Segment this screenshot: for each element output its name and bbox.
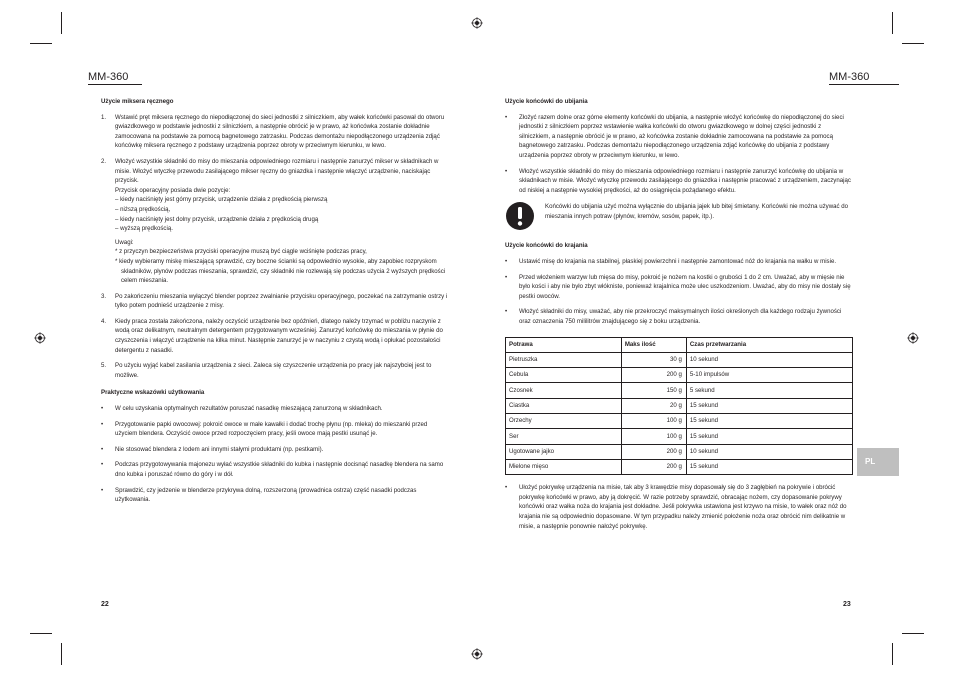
warning-box: [505, 201, 853, 231]
list-item-text: Kiedy praca została zakończona, należy oczyścić urządzenie bez opóźnień, dlatego należy trzymać w pobliżu naczynie z wodą oraz delikatnym, neutralnym detergentem przygotowanym wcześniej. Zanurzyć końcówkę do mieszania w płynie do czyszczenia i włączyć urządzenie na kilka minut. Następnie zanurzyć je w naczyniu z czystą wodą i opłukać pozostałości detergentu z nasadki.: [115, 317, 443, 354]
heading-whisk: Użycie końcówki do ubijania: [505, 98, 588, 105]
bullet-marker: •: [505, 167, 508, 175]
table-row: [506, 368, 853, 383]
heading-practical-tips: Praktyczne wskazówki użytkowania: [101, 389, 205, 397]
table-cell: 100 g: [621, 429, 686, 444]
crop-mark: [902, 43, 924, 44]
table-cell: 5-10 impulsów: [686, 368, 852, 383]
table-row: [506, 352, 853, 367]
table-cell: 200 g: [621, 368, 686, 383]
table-cell: Ser: [506, 429, 622, 444]
note-line: * z przyczyn bezpieczeństwa przyciski operacyjne muszą być ciągle wciśnięte podczas pracy,: [115, 248, 367, 256]
table-cell: 100 g: [621, 413, 686, 428]
list-item-line: – kiedy naciśnięty jest górny przycisk, urządzenie działa z prędkością pierwszą: [115, 196, 328, 204]
note-title: Uwagi:: [115, 238, 134, 246]
table-row: [506, 459, 853, 474]
list-item-text: Złożyć razem dolne oraz górne elementy końcówki do ubijania, a następnie włożyć końcówkę do niepodłączonej do sieci jednostki z silniczkiem poprzez wstawienie wałka końcówki do otworu gwiazdkowego w dolnej części jednostki z silniczkiem, a następnie obrócić je w prawo, aż końcówka zostanie dokładnie zamocowana na podstawie za pomocą bagnetowego zatrzasku. Podczas demontażu niepodłączonego urządzenia zdjąć końcówkę do ubijania z podstawy urządzenia poprzez obroty w przeciwnym kierunku, w lewo.: [519, 113, 844, 159]
list-item: [505, 167, 853, 196]
list-item-text: Ułożyć pokrywkę urządzenia na misie, tak aby 3 krawędzie misy dopasowały się do 3 zagłębień na pokrywie i obrócić pokrywkę końcówki w prawo, aby ją dokręcić. W razie potrzeby sprawdzić, obracając nożem, czy dopasowanie pokrywy końcówki oraz wałka noża do krajania jest dokładne. Jeśli pokrywka ustawiona jest krzywo na misie, to wałek oraz nóż do krajania nie są odpowiednio dopasowane. W tym przypadku należy zmienić położenie noża oraz obrócić nim delikatnie w misie, a następnie ponownie nałożyć pokrywkę.: [519, 484, 847, 530]
table-cell: 15 sekund: [686, 413, 852, 428]
list-item-text: Sprawdzić, czy jedzenie w blenderze przykrywa dolną, rozszerzoną (prowadnica ostrza) część nasadki podczas użytkowania.: [115, 486, 417, 504]
list-item-text: Wstawić pręt miksera ręcznego do niepodłączonej do sieci jednostki z silniczkiem, aby wałek końcówki pasował do otworu gwiazdkowego w podstawie jednostki z silniczkiem, a następnie obrócić je w prawo, aż końcówka zostanie dokładnie zamocowana na podstawie za pomocą bagnetowego zatrzasku. Podczas demontażu niepodłączonego urządzenia zdjąć końcówkę miksera ręcznego z podstawy urządzenia poprzez obroty w przeciwnym kierunku, w lewo.: [115, 113, 445, 150]
bullet-marker: •: [505, 308, 508, 316]
table-row: [506, 383, 853, 398]
bullet-marker: •: [101, 420, 104, 428]
crop-mark: [892, 12, 893, 34]
table-cell: 20 g: [621, 398, 686, 413]
table-cell: 150 g: [621, 383, 686, 398]
list-item-text: Po użyciu wyjąć kabel zasilania urządzenia z sieci. Zaleca się czyszczenie urządzenia po pracy jak najszybciej jest to możliwe.: [115, 362, 432, 379]
list-item: [101, 317, 451, 355]
note-line: * kiedy wybieramy miskę mieszającą sprawdzić, czy boczne ścianki są odpowiednio wysokie, aby zapobiec rozpryskom składników, płynów podczas mieszania, sprawdzić, czy składniki nie rozlewają się podczas użycia 2 wyższych prędkości celem mieszania.: [115, 257, 446, 285]
table-row: [506, 398, 853, 413]
crop-mark: [30, 633, 52, 634]
bullet-marker: •: [101, 461, 104, 469]
left-page-content: [101, 97, 451, 511]
page-number-left: 22: [101, 601, 109, 608]
bullet-list: [505, 113, 853, 196]
table-cell: Cebula: [506, 368, 622, 383]
table-cell: 200 g: [621, 459, 686, 474]
list-marker: 3.: [101, 292, 107, 300]
list-item: [505, 307, 853, 326]
exclamation-icon: [505, 201, 535, 231]
crop-mark: [61, 12, 62, 34]
table-cell: 15 sekund: [686, 459, 852, 474]
list-item-text: Ustawić misę do krajania na stabilnej, płaskiej powierzchni i następnie zamontować nóż do krajania na wałku w misie.: [519, 257, 837, 265]
numbered-list: [101, 113, 451, 381]
bullet-list: [505, 483, 853, 531]
table-row: [506, 413, 853, 428]
model-name-left: MM-360: [88, 71, 129, 83]
registration-mark-icon: [471, 648, 483, 660]
registration-mark-icon: [471, 17, 483, 29]
table-cell: Ciastka: [506, 398, 622, 413]
bullet-list: [505, 257, 853, 327]
table-header-cell: Maks ilość: [621, 337, 686, 352]
list-item-line: – niższą prędkością,: [115, 205, 171, 213]
heading-hand-mixer: Użycie miksera ręcznego: [101, 98, 174, 105]
list-marker: 4.: [101, 317, 107, 325]
list-item-text: Przed włożeniem warzyw lub mięsa do misy, pokroić je nożem na kostki o grubości 1 do 2 cm. Uważać, aby w mięsie nie było kości i aby nie było zbyt włókniste, ponieważ krajalnica może ulec uszkodzeniom. Uważać, aby do misy nie dostały się pestki owoców.: [519, 273, 851, 300]
header-rule-right: [829, 84, 899, 85]
list-item: [505, 483, 853, 531]
table-cell: Mielone mięso: [506, 459, 622, 474]
list-item: [505, 257, 853, 267]
list-item-text: Przygotowanie papki owocowej: pokroić owoce w małe kawałki i dodać trochę płynu (np. mleka) do mieszanki przed użyciem blendera. Oczyścić owoce przed rozpoczęciem pracy, jeśli owoce mają pestki usunąć je.: [115, 420, 428, 438]
bullet-marker: •: [505, 113, 508, 121]
table-cell: 200 g: [621, 444, 686, 459]
table-header-cell: Potrawa: [506, 337, 622, 352]
heading-chopper: Użycie końcówki do krajania: [505, 242, 588, 250]
crop-mark: [30, 43, 52, 44]
warning-text: Końcówki do ubijania użyć można wyłącznie do ubijania jajek lub bitej śmietany. Końcówki nie można używać do mieszania innych potraw (płynów, kremów, sosów, papek, itp.).: [545, 203, 849, 220]
list-item-text: Włożyć składniki do misy, uważać, aby nie przekroczyć maksymalnych ilości określonych dla każdego rodzaju żywności oraz oznaczenia 750 mililitrów znajdującego się z boku urządzenia.: [519, 308, 842, 325]
table-cell: Orzechy: [506, 413, 622, 428]
list-item-text: Włożyć wszystkie składniki do misy do mieszania odpowiedniego rozmiaru i następnie zanurzyć końcówkę do ubijania w składnikach w misie. Włożyć wtyczkę przewodu zasilającego do gniazdka i następnie pracować z urządzeniem, zaczynając od niskiej a następnie wysokiej prędkości, aż do osiągnięcia pożądanego efektu.: [519, 167, 851, 194]
language-tab: PL: [857, 448, 899, 476]
list-item: [101, 113, 451, 151]
list-item-text: Po zakończeniu mieszania wyłączyć blender poprzez zwalnianie przycisku operacyjnego, poczekać na zatrzymanie ostrzy i tylko potem podnieść urządzenie z misy.: [115, 292, 448, 310]
table-cell: 15 sekund: [686, 429, 852, 444]
list-item-line: – wyższą prędkością.: [115, 225, 173, 233]
table-cell: Ugotowane jajko: [506, 444, 622, 459]
table-cell: 15 sekund: [686, 398, 852, 413]
list-item-line: – kiedy naciśnięty jest dolny przycisk, urządzenie działa z prędkością drugą: [115, 215, 319, 223]
list-item: [101, 486, 451, 505]
list-item: [101, 460, 451, 479]
bullet-marker: •: [505, 273, 508, 281]
registration-mark-icon: [907, 332, 919, 344]
table-cell: Pietruszka: [506, 352, 622, 367]
model-name-right: MM-360: [829, 71, 870, 83]
list-item: [505, 273, 853, 302]
table-header-cell: Czas przetwarzania: [686, 337, 852, 352]
list-item-line: Przycisk operacyjny posiada dwie pozycje:: [115, 186, 231, 194]
bullet-list: [101, 404, 451, 505]
crop-mark: [892, 643, 893, 665]
list-item: [101, 157, 451, 286]
list-item-text: Nie stosować blendera z lodem ani innymi stałymi produktami (np. pestkami).: [115, 445, 324, 453]
bullet-marker: •: [101, 445, 104, 453]
table-cell: 10 sekund: [686, 352, 852, 367]
list-item-text: Podczas przygotowywania majonezu wyłać wszystkie składniki do kubka i następnie docisnąć nasadkę blendera na samo dno kubka i poruszać równo do góry i w dół.: [115, 461, 444, 478]
list-item: [101, 404, 451, 414]
table-cell: 5 sekund: [686, 383, 852, 398]
bullet-marker: •: [505, 484, 508, 492]
header-rule-left: [88, 84, 142, 85]
table-cell: Czosnek: [506, 383, 622, 398]
bullet-marker: •: [101, 405, 104, 413]
list-item-text: Włożyć wszystkie składniki do misy do mieszania odpowiedniego rozmiaru i następnie zanurzyć mikser w składnikach w misie. Włożyć wtyczkę przewodu zasilającego mikser ręczny do gniazdka i następnie włączyć urządzenie, naciskając przycisk.: [115, 157, 439, 185]
right-page-content: [505, 97, 853, 537]
crop-mark: [61, 643, 62, 665]
registration-mark-icon: [34, 332, 46, 344]
list-item: [101, 361, 451, 380]
table-header-row: [506, 337, 853, 352]
list-marker: 1.: [101, 113, 107, 121]
table-row: [506, 429, 853, 444]
table-row: [506, 444, 853, 459]
list-item: [101, 445, 451, 455]
table-cell: 30 g: [621, 352, 686, 367]
list-item: [505, 113, 853, 161]
list-item: [101, 292, 451, 311]
bullet-marker: •: [101, 486, 104, 494]
list-item-text: W celu uzyskania optymalnych rezultatów poruszać nasadkę mieszającą zanurzoną w składnikach.: [115, 405, 383, 413]
list-item: [101, 420, 451, 439]
list-marker: 5.: [101, 362, 107, 370]
page-number-right: 23: [843, 601, 851, 608]
processing-table: [505, 337, 853, 476]
bullet-marker: •: [505, 257, 508, 265]
crop-mark: [902, 633, 924, 634]
table-cell: 10 sekund: [686, 444, 852, 459]
list-marker: 2.: [101, 157, 107, 165]
